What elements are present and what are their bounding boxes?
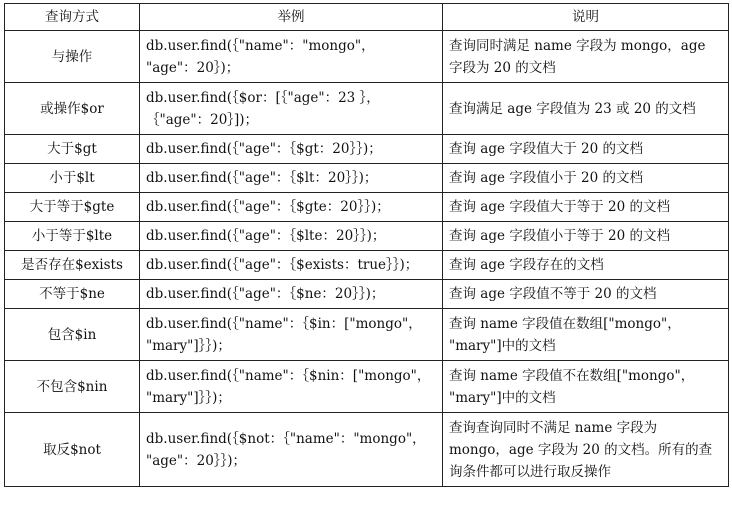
example-line: "age"：20｝｝)； bbox=[146, 452, 247, 469]
table-row bbox=[5, 83, 729, 135]
description-cell bbox=[443, 164, 729, 193]
query-operators-table bbox=[4, 3, 729, 487]
description-line: 询条件都可以进行取反操作 bbox=[449, 463, 611, 480]
operator-cell: 与操作 bbox=[5, 31, 140, 83]
description-cell bbox=[443, 31, 729, 83]
description-cell bbox=[443, 222, 729, 251]
header-description: 说明 bbox=[443, 4, 729, 31]
description-line: 查询 age 字段值大于 20 的文档 bbox=[449, 141, 644, 157]
example-cell bbox=[140, 361, 443, 413]
example-line: "age"：20｝)； bbox=[146, 59, 240, 76]
example-line: db.user.find(｛"age"：｛$gt：20｝｝)； bbox=[146, 141, 382, 157]
description-line: "mary"]中的文档 bbox=[449, 389, 556, 406]
header-query-method: 查询方式 bbox=[5, 4, 140, 31]
operator-cell: 不包含$nin bbox=[5, 361, 140, 413]
operator-cell: 大于等于$gte bbox=[5, 193, 140, 222]
example-line: db.user.find(｛"age"：｛$exists：true｝｝)； bbox=[146, 257, 419, 273]
example-line: db.user.find(｛"age"：｛$gte：20｝｝)； bbox=[146, 199, 390, 215]
description-line: 查询 age 字段值小于等于 20 的文档 bbox=[449, 228, 671, 244]
example-cell bbox=[140, 193, 443, 222]
example-line: db.user.find(｛"name"：｛$nin：["mongo"， bbox=[146, 367, 431, 384]
description-line: 查询查询同时不满足 name 字段为 bbox=[449, 419, 658, 436]
example-line: "mary"]｝｝)； bbox=[146, 337, 231, 354]
example-line: db.user.find(｛"name"：｛$in：["mongo"， bbox=[146, 315, 422, 332]
example-line: db.user.find(｛$or：[｛"age"：23 ｝， bbox=[146, 89, 380, 106]
table-row bbox=[5, 361, 729, 413]
table-row bbox=[5, 251, 729, 280]
example-cell bbox=[140, 222, 443, 251]
header-example: 举例 bbox=[140, 4, 443, 31]
table-row bbox=[5, 309, 729, 361]
description-line: "mary"]中的文档 bbox=[449, 337, 556, 354]
operator-cell: 不等于$ne bbox=[5, 280, 140, 309]
example-line: db.user.find(｛"name"："mongo"， bbox=[146, 37, 375, 54]
operator-cell: 小于$lt bbox=[5, 164, 140, 193]
example-line: "mary"]｝｝)； bbox=[146, 389, 231, 406]
description-line: 查询 age 字段存在的文档 bbox=[449, 257, 604, 273]
example-line: db.user.find(｛"age"：｛$ne：20｝｝)； bbox=[146, 286, 385, 302]
example-cell bbox=[140, 31, 443, 83]
operator-cell: 或操作$or bbox=[5, 83, 140, 135]
description-cell bbox=[443, 251, 729, 280]
example-line: db.user.find(｛$not：｛"name"："mongo"， bbox=[146, 430, 426, 447]
description-cell bbox=[443, 135, 729, 164]
table-row bbox=[5, 280, 729, 309]
example-cell bbox=[140, 83, 443, 135]
example-line: db.user.find(｛"age"：｛$lte：20｝｝)； bbox=[146, 228, 386, 244]
description-cell bbox=[443, 413, 729, 487]
example-line: db.user.find(｛"age"：｛$lt：20｝｝)； bbox=[146, 170, 378, 186]
description-line: 查询满足 age 字段值为 23 或 20 的文档 bbox=[449, 100, 696, 117]
description-line: 查询 name 字段值不在数组["mongo"， bbox=[449, 367, 695, 384]
description-line: 查询 age 字段值不等于 20 的文档 bbox=[449, 286, 657, 302]
table-row bbox=[5, 413, 729, 487]
description-cell bbox=[443, 280, 729, 309]
example-cell bbox=[140, 309, 443, 361]
operator-cell: 是否存在$exists bbox=[5, 251, 140, 280]
description-cell bbox=[443, 309, 729, 361]
table-row bbox=[5, 222, 729, 251]
operator-cell: 包含$in bbox=[5, 309, 140, 361]
description-line: 字段为 20 的文档 bbox=[449, 59, 556, 76]
description-cell bbox=[443, 193, 729, 222]
description-line: 查询同时满足 name 字段为 mongo，age bbox=[449, 37, 706, 54]
description-line: 查询 name 字段值在数组["mongo"， bbox=[449, 315, 681, 332]
table-row bbox=[5, 31, 729, 83]
operator-cell: 小于等于$lte bbox=[5, 222, 140, 251]
table-row bbox=[5, 164, 729, 193]
description-line: mongo，age 字段为 20 的文档。所有的查 bbox=[449, 441, 713, 458]
description-cell bbox=[443, 361, 729, 413]
example-cell bbox=[140, 280, 443, 309]
table-row bbox=[5, 135, 729, 164]
example-cell bbox=[140, 413, 443, 487]
operator-cell: 大于$gt bbox=[5, 135, 140, 164]
example-cell bbox=[140, 135, 443, 164]
example-line: ｛"age"：20｝])； bbox=[146, 111, 259, 128]
table-header-row bbox=[5, 4, 729, 31]
description-line: 查询 age 字段值小于 20 的文档 bbox=[449, 170, 644, 186]
table-row bbox=[5, 193, 729, 222]
description-line: 查询 age 字段值大于等于 20 的文档 bbox=[449, 199, 671, 215]
example-cell bbox=[140, 251, 443, 280]
example-cell bbox=[140, 164, 443, 193]
operator-cell: 取反$not bbox=[5, 413, 140, 487]
description-cell bbox=[443, 83, 729, 135]
